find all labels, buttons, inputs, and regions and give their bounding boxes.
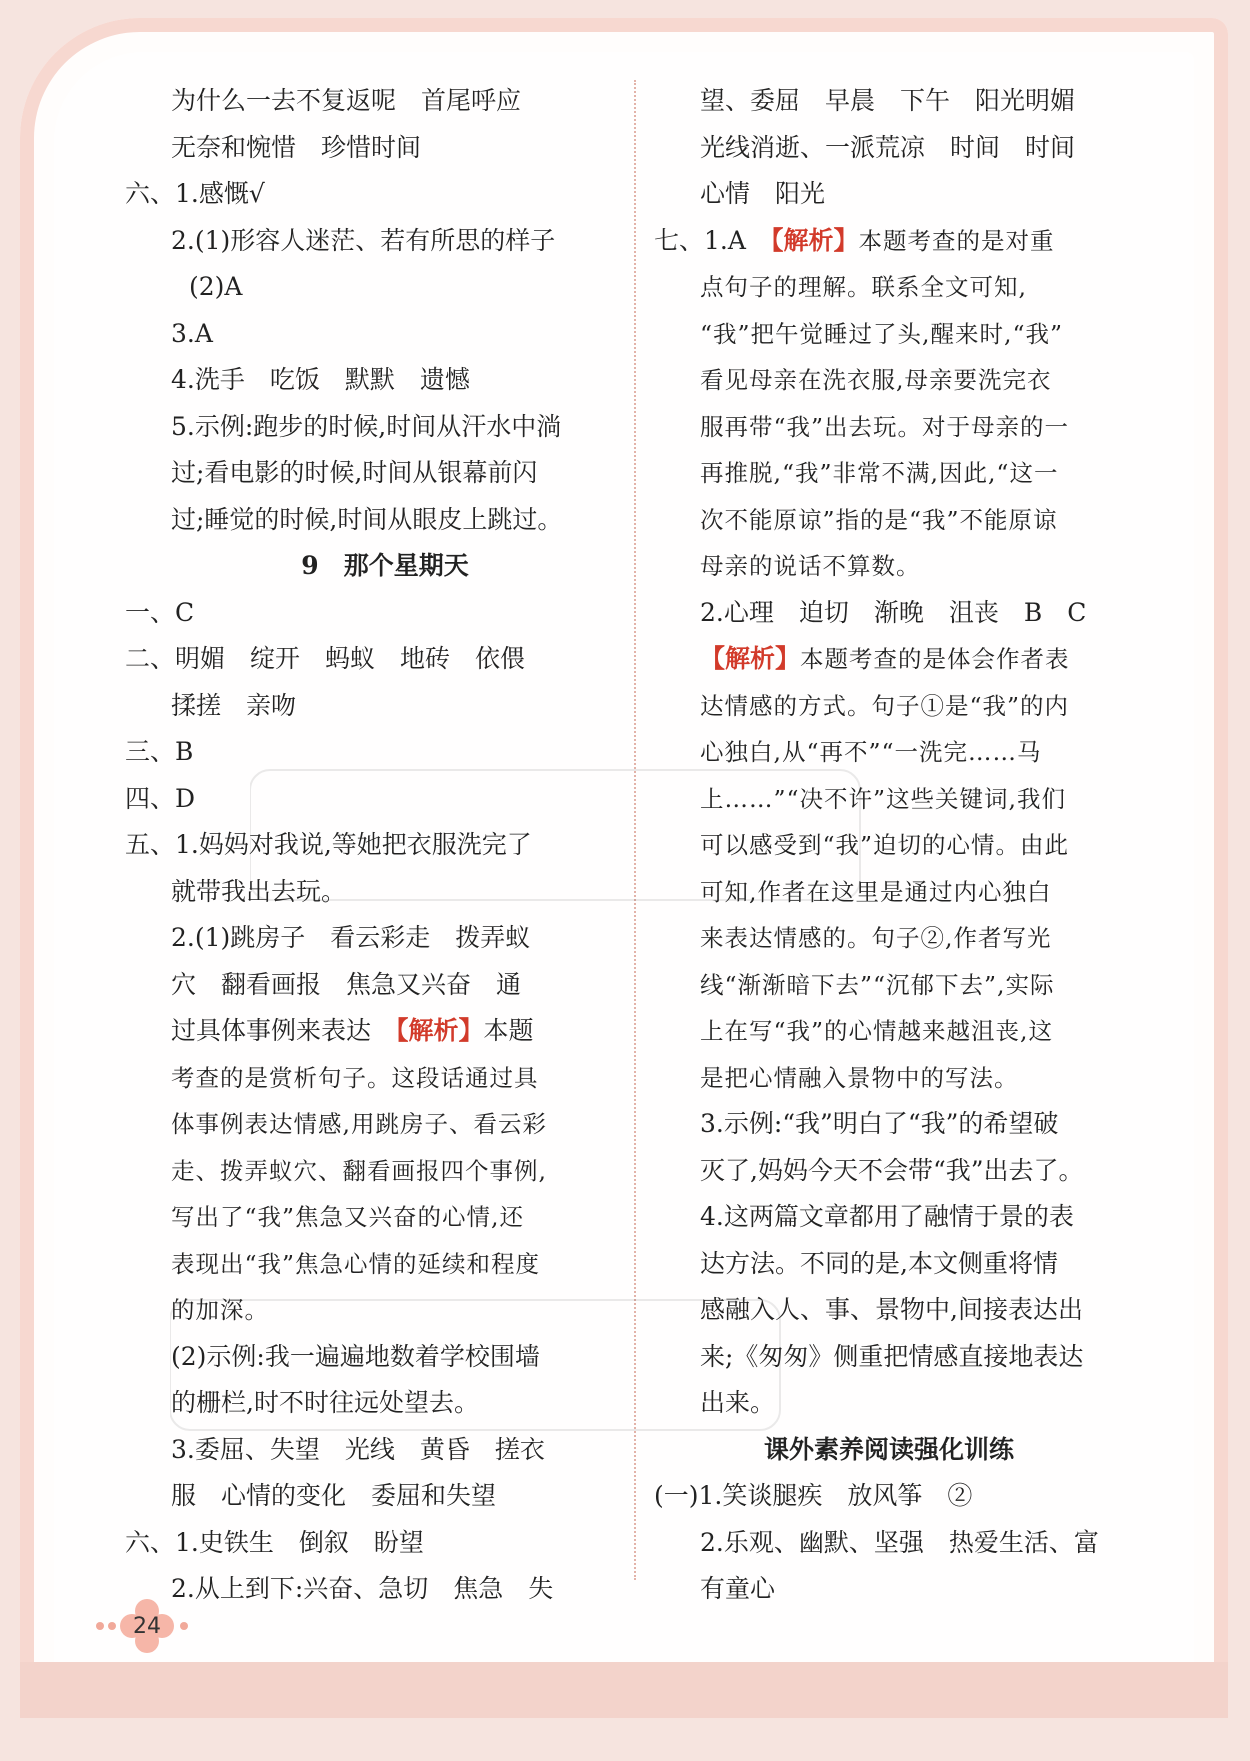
jiexi-label: 【解析】	[700, 644, 801, 673]
text-line: 写出了“我”焦急又兴奋的心情,还	[171, 1203, 524, 1231]
text-span: 过具体事例来表达	[171, 1016, 372, 1045]
text-line: 上在写“我”的心情越来越沮丧,这	[700, 1017, 1053, 1045]
text-line: 5.示例:跑步的时候,时间从汗水中淌	[171, 411, 562, 441]
text-line: 2.从上到下:兴奋、急切 焦急 失	[171, 1574, 554, 1603]
text-line: 3.A	[171, 318, 213, 348]
text-span: 本题考查的是对重	[858, 226, 1055, 255]
text-line: 4.这两篇文章都用了融情于景的表	[700, 1202, 1074, 1231]
text-line: 六、1.感慨√	[125, 179, 265, 208]
text-line: 母亲的说话不算数。	[700, 552, 921, 580]
text-line: 体事例表达情感,用跳房子、看云彩	[171, 1110, 547, 1138]
text-line: 过;睡觉的时候,时间从眼皮上跳过。	[171, 504, 563, 534]
text-line: 为什么一去不复返呢 首尾呼应	[171, 86, 522, 115]
text-line: 心独白,从“再不”“一洗完……马	[700, 738, 1042, 766]
text-line: 4.洗手 吃饭 默默 遗憾	[171, 365, 470, 394]
text-line: 就带我出去玩。	[171, 876, 347, 906]
text-line: 无奈和惋惜 珍惜时间	[171, 132, 422, 162]
text-line: 光线消逝、一派荒凉 时间 时间	[700, 132, 1076, 162]
text-line: 穴 翻看画报 焦急又兴奋 通	[171, 969, 522, 999]
text-line: 有童心	[700, 1574, 776, 1603]
text-line: 的栅栏,时不时往远处望去。	[171, 1388, 479, 1417]
text-line: “我”把午觉睡过了头,醒来时,“我”	[700, 319, 1063, 348]
bottom-band	[20, 1662, 1228, 1718]
text-line: 的加深。	[171, 1296, 269, 1324]
text-line	[654, 636, 1124, 683]
text-span: 本题	[483, 1016, 534, 1045]
decorative-dot	[108, 1622, 116, 1630]
text-line: 走、拨弄蚁穴、翻看画报四个事例,	[171, 1156, 547, 1185]
text-line: (一)1.笑谈腿疾 放风筝 ②	[654, 1481, 973, 1510]
text-line: 再推脱,“我”非常不满,因此,“这一	[700, 459, 1059, 487]
jiexi-label: 【解析】	[396, 1016, 484, 1045]
text-line: 望、委屈 早晨 下午 阳光明媚	[700, 86, 1076, 115]
text-line: 六、1.史铁生 倒叙 盼望	[125, 1527, 424, 1557]
text-line: 次不能原谅”指的是“我”不能原谅	[700, 505, 1058, 534]
text-line: 来;《匆匆》侧重把情感直接地表达	[700, 1341, 1084, 1371]
text-line: 一、C	[125, 597, 195, 627]
text-line	[654, 218, 1124, 265]
text-line: 是把心情融入景物中的写法。	[700, 1063, 1019, 1092]
text-line: 灭了,妈妈今天不会带“我”出去了。	[700, 1155, 1084, 1185]
text-line: 感融入人、事、景物中,间接表达出	[700, 1295, 1083, 1324]
text-line: 过;看电影的时候,时间从银幕前闪	[171, 458, 538, 487]
text-line: 2.乐观、幽默、坚强 热爱生活、富	[700, 1527, 1099, 1557]
text-line: 心情 阳光	[700, 179, 826, 208]
text-line: 达情感的方式。句子①是“我”的内	[700, 691, 1070, 720]
text-line: 四、D	[125, 783, 196, 813]
text-line: 3.示例:“我”明白了“我”的希望破	[700, 1109, 1059, 1138]
right-column	[654, 78, 1124, 1613]
text-line: 2.心理 迫切 渐晚 沮丧 B C	[700, 597, 1087, 627]
text-line: 看见母亲在洗衣服,母亲要洗完衣	[700, 366, 1052, 394]
page-number	[118, 1604, 176, 1648]
text-line	[125, 1008, 645, 1055]
section-title: 9 那个星期天	[301, 551, 469, 580]
text-line: 2.(1)形容人迷茫、若有所思的样子	[171, 225, 556, 255]
left-column	[125, 78, 645, 1613]
text-line: (2)示例:我一遍遍地数着学校围墙	[171, 1341, 540, 1371]
text-line: 五、1.妈妈对我说,等她把衣服洗完了	[125, 830, 532, 859]
text-line: 上……”“决不许”这些关键词,我们	[700, 784, 1067, 813]
text-line: 可以感受到“我”迫切的心情。由此	[700, 831, 1070, 859]
text-span: 七、1.A	[654, 225, 746, 255]
text-line: 线“渐渐暗下去”“沉郁下去”,实际	[700, 970, 1055, 999]
text-line: 考查的是赏析句子。这段话通过具	[171, 1063, 539, 1092]
decorative-dot	[96, 1622, 104, 1630]
decorative-dot	[180, 1622, 188, 1630]
text-line: 三、B	[125, 737, 194, 766]
text-line: 可知,作者在这里是通过内心独白	[700, 877, 1052, 906]
text-line: 二、明媚 绽开 蚂蚁 地砖 依偎	[125, 644, 526, 673]
text-line: 来表达情感的。句子②,作者写光	[700, 924, 1052, 952]
text-line: 点句子的理解。联系全文可知,	[700, 273, 1027, 301]
text-line: 出来。	[700, 1388, 776, 1417]
text-line: 2.(1)跳房子 看云彩走 拨弄蚁	[171, 923, 531, 952]
text-line: 服 心情的变化 委屈和失望	[171, 1481, 497, 1510]
text-line: 达方法。不同的是,本文侧重将情	[700, 1248, 1058, 1278]
section-title: 课外素养阅读强化训练	[763, 1434, 1014, 1464]
text-line: 揉搓 亲吻	[171, 690, 297, 720]
text-line: 3.委屈、失望 光线 黄昏 搓衣	[171, 1434, 545, 1464]
page-number-text: 24	[133, 1613, 161, 1639]
text-line: (2)A	[189, 272, 243, 301]
text-span: 本题考查的是体会作者表	[800, 645, 1070, 673]
text-line: 表现出“我”焦急心情的延续和程度	[171, 1249, 541, 1278]
text-line: 服再带“我”出去玩。对于母亲的一	[700, 412, 1070, 441]
jiexi-label: 【解析】	[770, 225, 859, 255]
